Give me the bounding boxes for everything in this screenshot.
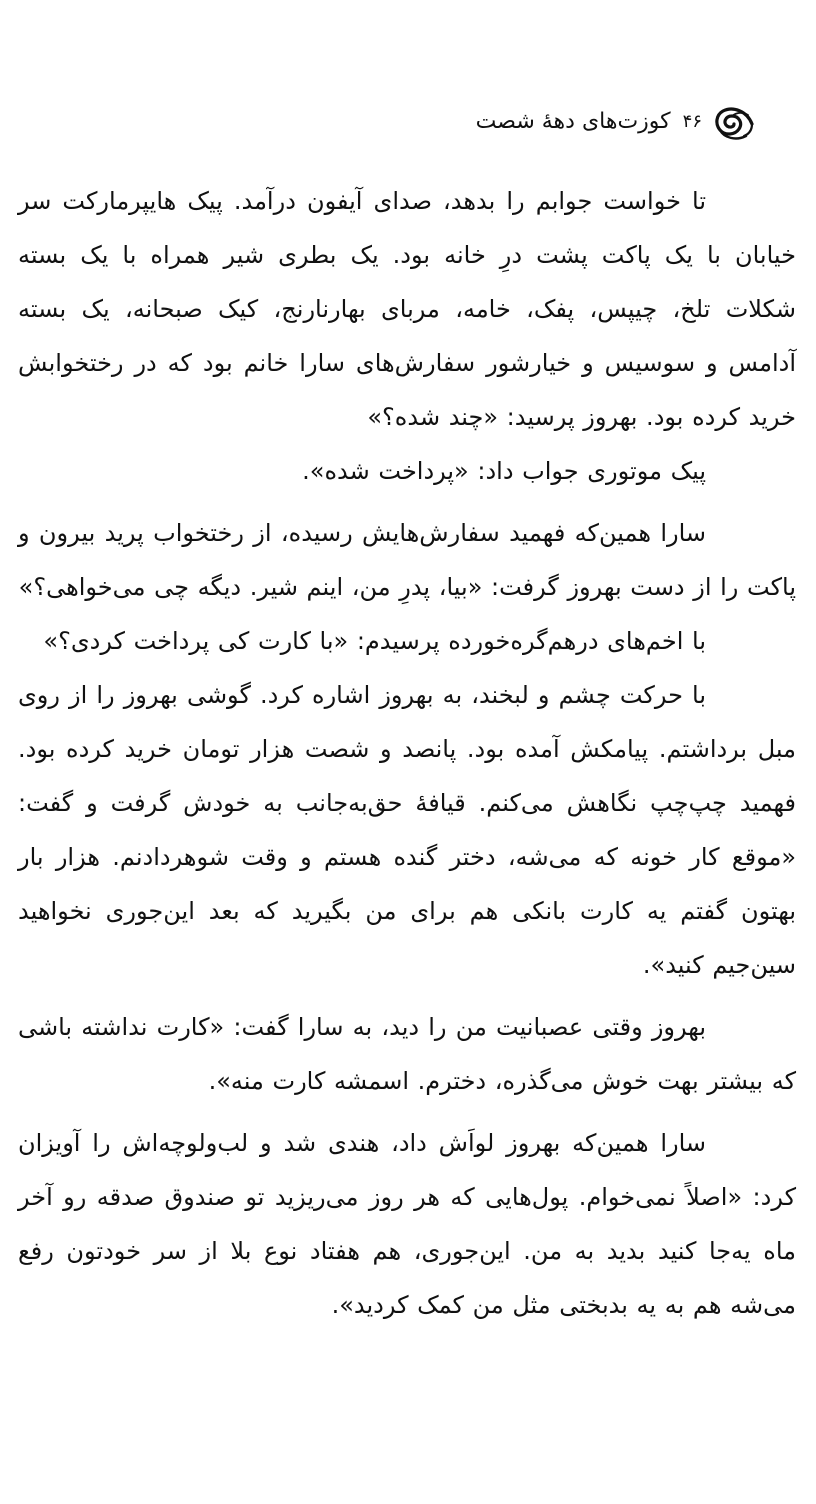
page-header — [420, 96, 756, 148]
running-title: کوزت‌های دههٔ شصت — [475, 109, 671, 134]
paragraph-2: پیک موتوری جواب داد: «پرداخت شده». — [302, 457, 706, 485]
body-text — [18, 174, 796, 1364]
page-number: ۴۶ — [682, 111, 702, 132]
paragraph-3: سارا همین‌که فهمید سفارش‌هایش رسیده، از رختخواب پرید بیرون و پاکت را از دست بهروز گرفت: «بیا، پدرِ من، اینم شیر. دیگه چی می‌خواهی؟» — [18, 519, 796, 601]
paragraph-4: با اخم‌های درهم‌گره‌خورده پرسیدم: «با کارت کی پرداخت کردی؟» — [43, 627, 706, 655]
paragraph-1: تا خواست جوابم را بدهد، صدای آیفون درآمد. پیک هایپرمارکت سر خیابان با یک پاکت پشت درِ خانه بود. یک بطری شیر همراه با یک بسته شکلات تلخ، چیپس، پفک، خامه، مربای بهارنارنج، کیک صبحانه، یک بسته آدامس و سوسیس و خیارشور سفارش‌های سارا خانم بود که در رختخوابش خرید کرده بود. بهروز پرسید: «چند شده؟» — [18, 187, 796, 431]
paragraph-7: سارا همین‌که بهروز لواَش داد، هندی شد و لب‌ولوچه‌اش را آویزان کرد: «اصلاً نمی‌خوام. پول‌هایی که هر روز می‌ریزید تو صندوق صدقه رو آخر ماه یه‌جا کنید بدید به من. این‌جوری، هم هفتاد نوع بلا از سر خودتون رفع می‌شه هم به یه بدبختی مثل من کمک کردید». — [18, 1129, 796, 1319]
paragraph-spacer — [18, 498, 796, 506]
spiral-ornament-icon — [712, 100, 756, 144]
paragraph-5: با حرکت چشم و لبخند، به بهروز اشاره کرد. گوشی بهروز را از روی مبل برداشتم. پیامکش آمده بود. پانصد و شصت هزار تومان خرید کرده بود. فهمید چپ‌چپ نگاهش می‌کنم. قیافهٔ حق‌به‌جانب به خودش گرفت و گفت: «موقع کار خونه که می‌شه، دختر گنده هستم و وقت شوهردادنم. هزار بار بهتون گفتم یه کارت بانکی هم برای من بگیرید که بعد این‌جوری نخواهید سین‌جیم کنید». — [18, 681, 796, 979]
paragraph-spacer — [18, 1108, 796, 1116]
paragraph-spacer — [18, 992, 796, 1000]
paragraph-6: بهروز وقتی عصبانیت من را دید، به سارا گفت: «کارت نداشته باشی که بیشتر بهت خوش می‌گذره، دخترم. اسمشه کارت منه». — [18, 1013, 796, 1095]
